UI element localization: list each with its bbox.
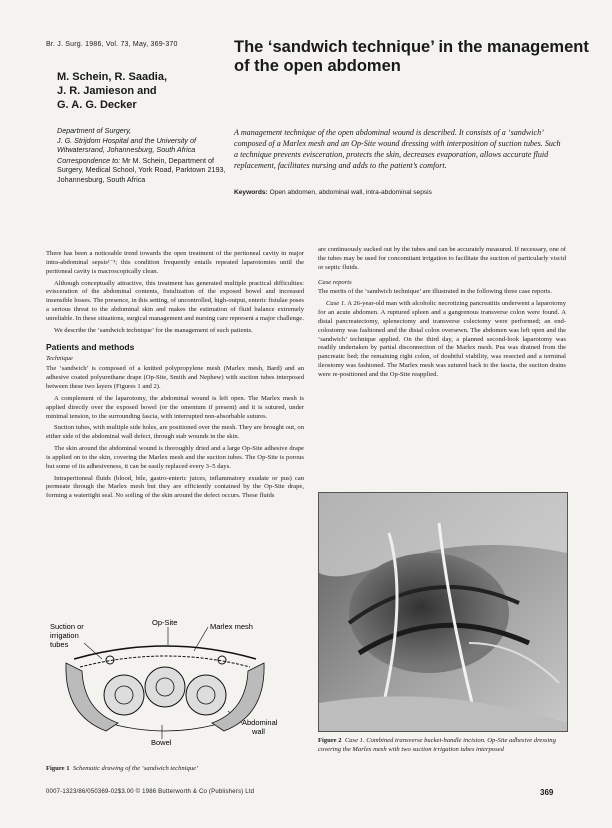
figure-1-diagram: [46, 615, 306, 760]
case-1-text: A 26-year-old man with alcoholic necrotizing pancreatitis underwent a laparotomy for an acute abdomen. A ruptured spleen and a gangrenous transverse colon were found. A distal pancreatectomy, splenectomy and transverse colectomy were performed; an end-colostomy was fashioned and the distal colon oversewn. The abdomen was left open and the ‘sandwich’ technique applied. On the third day, a planned second-look laparotomy was readily undertaken by partial disconnection of the Marlex mesh. Pus was drained from the pancreatic bed; the remaining right colon, of doubtful viability, was resected and a terminal ileostomy was fashioned. The Marlex mesh was sutured back to the fascia, the suction drains were re-positioned and the Op-Site reapplied.: [318, 300, 566, 378]
label-wall: wall: [252, 727, 265, 736]
label-tubes: tubes: [50, 640, 69, 649]
correspondence-label: Correspondence to:: [57, 155, 121, 165]
subheading-technique: Technique: [46, 355, 73, 363]
affiliation-dept: Department of Surgery,: [57, 126, 132, 135]
intro-paragraph: There has been a noticeable trend towards the open treatment of the peritoneal cavity in major intra-abdominal sepsis¹⁻³; this condition frequently entails repeated laparotomies until the peritoneal cavity is macroscopically clean.: [46, 250, 304, 275]
article-title: The ‘sandwich technique’ in the management of the open abdomen: [234, 38, 589, 75]
figure-2-label: Figure 2: [318, 737, 342, 744]
author-line: J. R. Jamieson and: [57, 85, 157, 97]
author-line: G. A. G. Decker: [57, 99, 137, 111]
continued-paragraph: are continuously sucked out by the tubes and can be accurately measured. If necessary, one of the tubes may be used for concomitant irrigation to facilitate the suction of particularly viscid or septic fluids.: [318, 246, 566, 271]
affiliation-hospital: J. G. Strijdom Hospital and the University of Witwatersrand, Johannesburg, South Africa: [57, 135, 197, 155]
subheading-case-reports: Case reports: [318, 278, 352, 286]
technique-paragraph: Suction tubes, with multiple side holes, are positioned over the mesh. They are brought out, on either side of the abdominal wall defect, through stab wounds in the skin.: [46, 424, 304, 441]
technique-paragraph: A complement of the laparotomy, the abdominal wound is left open. The Marlex mesh is applied directly over the exposed bowel (or the omentum if present) and it is sutured, under minimal tension, to the surrounding fascia, with interrupted non-absorbable sutures.: [46, 394, 304, 420]
figure-1-label: Figure 1: [46, 765, 70, 772]
figure-1-caption-text: Schematic drawing of the ‘sandwich technique’: [72, 765, 199, 772]
section-heading-methods: Patients and methods: [46, 341, 135, 352]
label-opsite: Op-Site: [152, 618, 178, 627]
bowel-loop: [104, 675, 144, 715]
journal-reference: Br. J. Surg. 1986, Vol. 73, May, 369-370: [46, 41, 178, 48]
technique-paragraph: The ‘sandwich’ is composed of a knitted polypropylene mesh (Marlex mesh, Bard) and an adhesive coated polyurethane drape (Op-Site, Smith and Nephew) with suction tubes interposed between these two layers (Figures 1 and 2).: [46, 365, 304, 390]
peritoneal-line: [116, 725, 214, 731]
keywords-text: Open abdomen, abdominal wall, intra-abdominal sepsis: [269, 189, 432, 196]
case-intro: The merits of the ‘sandwich technique’ are illustrated in the following three case reports.: [318, 288, 552, 296]
label-suction: Suction or: [50, 622, 84, 631]
label-marlex: Marlex mesh: [210, 622, 253, 631]
case-1-label: Case 1.: [326, 300, 346, 308]
leader-line: [84, 643, 102, 659]
opsite-layer: [74, 646, 256, 659]
footer-copyright: 0007-1323/86/050369-02$3.00 © 1986 Butterworth & Co (Publishers) Ltd: [46, 789, 255, 795]
case-1-paragraph: [318, 300, 566, 380]
clinical-photo-image: [319, 493, 567, 731]
author-line: M. Schein, R. Saadia,: [57, 71, 168, 83]
figure-2-caption: [318, 737, 566, 754]
marlex-mesh-layer: [80, 656, 250, 667]
affiliation: [57, 126, 227, 185]
right-column: [318, 246, 566, 383]
label-irrigation: irrigation: [50, 631, 79, 640]
figure-1-caption: [46, 765, 306, 774]
technique-paragraph: The skin around the abdominal wound is thoroughly dried and a large Op-Site adhesive drape is applied on to the skin, covering the Marlex mesh and the suction tubes. The Op-Site is porous but some of its adhesiveness, it can be easily replaced every 3–5 days.: [46, 445, 304, 470]
keywords: [234, 188, 564, 197]
bowel-loop: [145, 667, 185, 707]
intro-paragraph: We describe the ‘sandwich technique’ for the management of such patients.: [54, 326, 253, 334]
figure-2-photo: [318, 492, 568, 732]
figure-2-caption-text: Case 1. Combined transverse bucket-handle incision. Op-Site adhesive dressing covering the Marlex mesh with two suction irrigation tubes interposed: [318, 737, 556, 753]
left-column: [46, 250, 304, 504]
page-number: 369: [540, 788, 554, 797]
technique-paragraph: Intraperitoneal fluids (blood, bile, gastro-enteric juices, inflammatory exudate or pus) can permeate through the Marlex mesh but they are efficiently contained by the Op-Site drape, forming a watertight seal. No soiling of the skin around the defect occurs. These fluids: [46, 474, 304, 500]
label-abdominal: Abdominal: [242, 718, 278, 727]
correspondence-address: Mr M. Schein, Department of Surgery, Medical School, York Road, Parktown 2193, Johannesburg, South Africa: [57, 155, 226, 184]
label-bowel: Bowel: [151, 738, 172, 747]
bowel-loop: [186, 675, 226, 715]
abstract: A management technique of the open abdominal wound is described. It consists of a ‘sandwich’ composed of a Marlex mesh and an Op-Site wound dressing with interposition of suction tubes. Such a technique prevents evisceration, protects the skin, decreases evaporation, allows accurate fluid replacement, facilitates nursing and adds to the patient’s comfort.: [234, 128, 561, 170]
intro-paragraph: Although conceptually attractive, this treatment has generated multiple practical difficulties: evisceration of the abdominal contents, fistulization of the exposed bowel and increased insensible losses. The presence, in this setting, of uncontrolled, high-output, enteric fistulae poses a serious threat to the abdominal skin and makes the estimation of fluid balance extremely unreliable. In these situations, surgical management and nursing care represent a major challenge.: [46, 279, 304, 322]
author-list: [57, 70, 227, 112]
keywords-label: Keywords:: [234, 189, 268, 196]
